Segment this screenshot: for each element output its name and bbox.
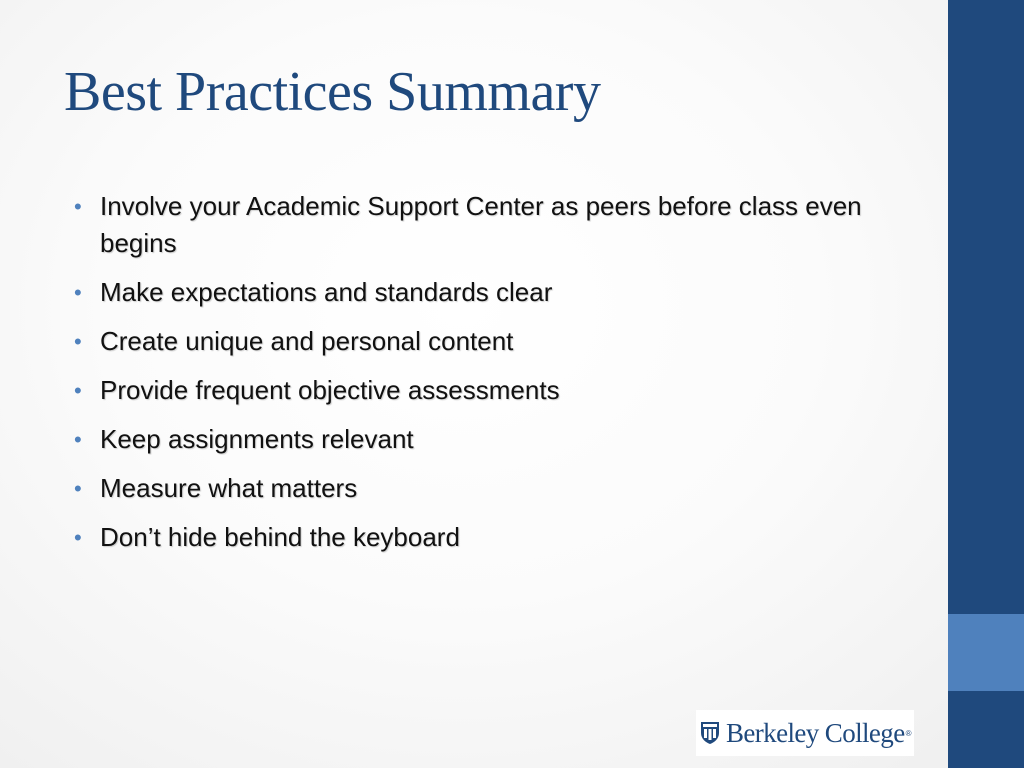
bullet-dot: • — [74, 194, 82, 219]
bullet-dot: • — [74, 378, 82, 403]
bullet-item — [72, 470, 872, 507]
bullet-item — [72, 421, 872, 458]
bullet-text: Don’t hide behind the keyboard — [100, 522, 460, 552]
sidebar-band — [948, 0, 1024, 768]
bullet-text: Keep assignments relevant — [100, 424, 414, 454]
bullet-item — [72, 188, 872, 262]
bullet-text: Provide frequent objective assessments — [100, 375, 560, 405]
bullet-item — [72, 372, 872, 409]
bullet-dot: • — [74, 280, 82, 305]
bullet-list — [72, 188, 872, 568]
slide-title: Best Practices Summary — [64, 61, 601, 123]
bullet-text: Create unique and personal content — [100, 326, 514, 356]
bullet-item — [72, 323, 872, 360]
bullet-item — [72, 519, 872, 556]
bullet-text: Measure what matters — [100, 473, 358, 503]
berkeley-shield-icon — [700, 721, 720, 745]
bullet-item — [72, 274, 872, 311]
logo-text: Berkeley College — [726, 717, 905, 748]
bullet-dot: • — [74, 427, 82, 452]
sidebar-accent-block — [948, 614, 1024, 691]
bullet-text: Make expectations and standards clear — [100, 277, 553, 307]
bullet-dot: • — [74, 476, 82, 501]
bullet-dot: • — [74, 525, 82, 550]
bullet-dot: • — [74, 329, 82, 354]
registered-mark: ® — [905, 728, 912, 738]
bullet-text: Involve your Academic Support Center as peers before class even begins — [100, 191, 862, 258]
berkeley-college-logo — [696, 710, 914, 756]
